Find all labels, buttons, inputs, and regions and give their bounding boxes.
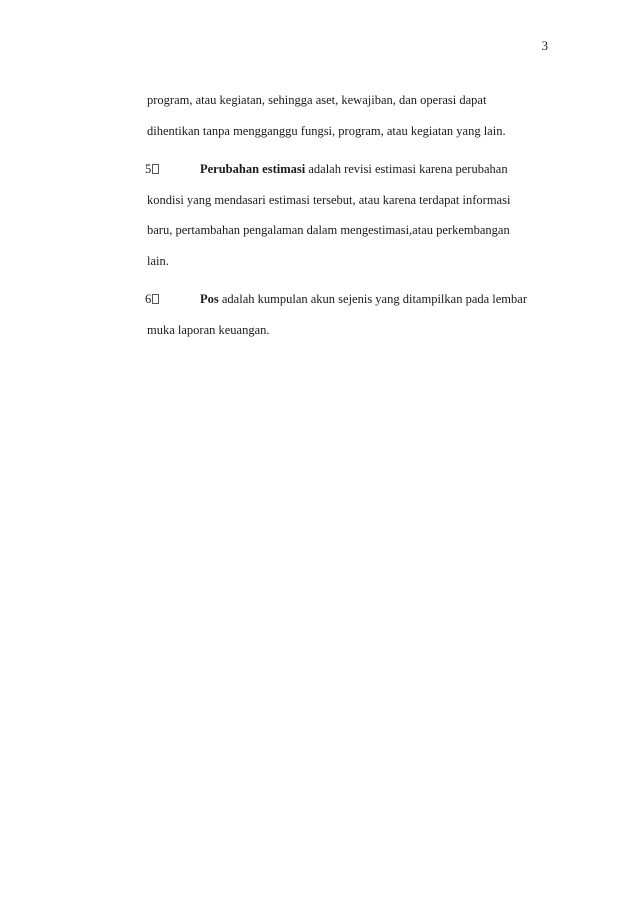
text-line: lain. — [147, 254, 169, 268]
text-line: baru, pertambahan pengalaman dalam mengestimasi,atau perkembangan — [147, 223, 510, 237]
definition-text: adalah revisi estimasi karena perubahan — [305, 162, 508, 176]
item-number-digit: 5 — [145, 162, 152, 176]
text-line: kondisi yang mendasari estimasi tersebut, atau karena terdapat informasi — [147, 193, 511, 207]
defined-term: Pos — [200, 292, 219, 306]
text-line: program, atau kegiatan, sehingga aset, kewajiban, dan operasi dapat — [147, 93, 487, 107]
item-number-digit: 6 — [145, 292, 152, 306]
list-item-number — [145, 291, 159, 307]
list-item-number — [145, 161, 159, 177]
definition-first-line — [200, 291, 527, 307]
page-number: 3 — [541, 39, 548, 53]
missing-glyph-icon — [152, 164, 159, 174]
definition-text: adalah kumpulan akun sejenis yang ditampilkan pada lembar — [218, 292, 527, 306]
definition-first-line — [200, 161, 508, 177]
missing-glyph-icon — [152, 294, 159, 304]
text-line: dihentikan tanpa mengganggu fungsi, program, atau kegiatan yang lain. — [147, 124, 506, 138]
defined-term: Perubahan estimasi — [200, 162, 306, 176]
text-line: muka laporan keuangan. — [147, 323, 270, 337]
